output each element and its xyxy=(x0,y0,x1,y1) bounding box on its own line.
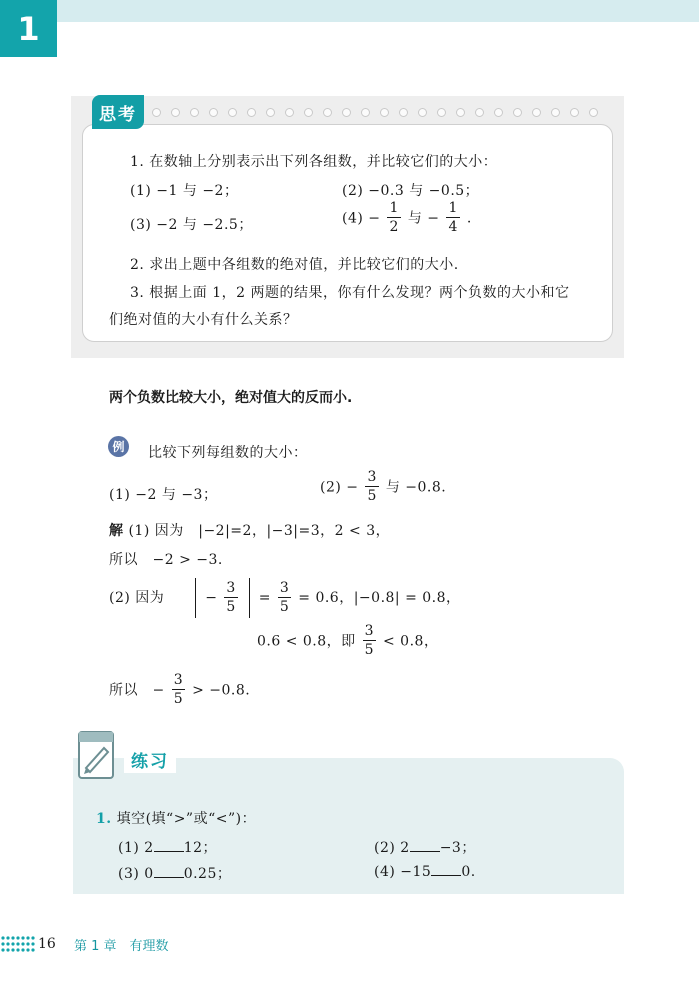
think-item-4-end: . xyxy=(466,210,472,227)
solution-label: 解 xyxy=(109,523,124,539)
ring-icon xyxy=(475,108,484,117)
ring-icon xyxy=(247,108,256,117)
ring-icon xyxy=(551,108,560,117)
think-item-2: (2) −0.3 与 −0.5； xyxy=(342,183,480,199)
solution-line-4-b: < 0.8， xyxy=(383,633,439,650)
top-banner xyxy=(0,0,699,22)
ring-icon xyxy=(209,108,218,117)
ring-icon xyxy=(494,108,503,117)
item-prefix: (1) 2 xyxy=(118,840,154,856)
think-item-1: (1) −1 与 −2； xyxy=(130,183,239,199)
absolute-value-bar xyxy=(249,578,250,618)
think-item-4-mid: 与 − xyxy=(407,210,440,227)
item-prefix: (2) 2 xyxy=(374,840,410,856)
item-suffix: −3； xyxy=(439,840,476,856)
fraction-numerator: 3 xyxy=(364,623,375,639)
practice-question-number: 1. xyxy=(96,811,112,827)
think-question-3-line-1: 3. 根据上面 1，2 两题的结果，你有什么发现？两个负数的大小和它 xyxy=(130,285,570,301)
solution-line-5-a: 所以 − xyxy=(109,682,165,699)
ring-icon xyxy=(570,108,579,117)
think-question-2: 2. 求出上题中各组数的绝对值，并比较它们的大小. xyxy=(130,257,459,273)
think-item-4-prefix: (4) − xyxy=(342,210,381,227)
solution-part-2-prefix: (2) 因为 xyxy=(109,590,165,606)
ring-icon xyxy=(418,108,427,117)
example-badge: 例 xyxy=(108,436,129,457)
rule-statement: 两个负数比较大小，绝对值大的反而小. xyxy=(109,390,353,406)
practice-question-text: 填空(填“>”或“<”)： xyxy=(116,811,257,827)
ring-icon xyxy=(361,108,370,117)
solution-line-2: 所以 −2 > −3. xyxy=(109,552,223,568)
fraction-numerator: 3 xyxy=(226,579,236,596)
answer-blank[interactable] xyxy=(410,839,440,852)
ring-icon xyxy=(456,108,465,117)
equals-sign: = xyxy=(258,590,271,606)
ring-icon xyxy=(171,108,180,117)
practice-item-2 xyxy=(374,837,476,857)
fraction xyxy=(446,201,459,234)
ring-icon xyxy=(304,108,313,117)
fraction-numerator: 3 xyxy=(173,672,184,688)
practice-item-3 xyxy=(118,863,231,883)
think-question-3-line-2: 们绝对值的大小有什么关系？ xyxy=(109,312,298,328)
solution-line-1 xyxy=(109,520,390,540)
example-part-2-suffix: 与 −0.8. xyxy=(385,479,447,496)
fraction xyxy=(387,201,400,234)
solution-line-3 xyxy=(109,578,461,618)
fraction-denominator: 5 xyxy=(226,598,236,615)
fraction-denominator: 5 xyxy=(367,488,377,504)
answer-blank[interactable] xyxy=(431,863,461,876)
ring-icon xyxy=(266,108,275,117)
item-prefix: (4) −15 xyxy=(374,864,432,880)
solution-line-5 xyxy=(109,674,250,707)
solution-line-4 xyxy=(257,625,438,658)
fraction-numerator: 1 xyxy=(448,200,458,216)
ring-icon xyxy=(437,108,446,117)
example-part-1: (1) −2 与 −3； xyxy=(109,487,218,503)
ring-icon xyxy=(342,108,351,117)
practice-label: 练习 xyxy=(124,745,176,773)
fraction-denominator: 5 xyxy=(173,691,184,707)
ring-icon xyxy=(513,108,522,117)
fraction xyxy=(363,624,376,657)
chapter-title: 第 1 章 有理数 xyxy=(74,939,169,954)
practice-item-4 xyxy=(374,863,476,880)
page-dots-icon xyxy=(0,934,36,954)
fraction-numerator: 1 xyxy=(389,200,399,216)
item-suffix: 0.25； xyxy=(183,866,232,882)
think-question-1: 1. 在数轴上分别表示出下列各组数，并比较它们的大小： xyxy=(130,154,498,170)
solution-line-4-a: 0.6 < 0.8，即 xyxy=(257,633,356,650)
practice-question-1 xyxy=(96,808,256,828)
fraction-denominator: 2 xyxy=(389,219,399,235)
item-suffix: 0. xyxy=(461,864,476,880)
ring-icon xyxy=(399,108,408,117)
solution-part-2-rest: = 0.6，|−0.8| = 0.8， xyxy=(298,590,461,606)
chapter-tab: 1 xyxy=(0,0,57,57)
fraction xyxy=(172,673,185,706)
ring-icon xyxy=(532,108,541,117)
think-item-4 xyxy=(342,202,472,235)
absolute-value-bar xyxy=(195,578,196,618)
think-label: 思考 xyxy=(92,95,144,129)
fraction-denominator: 5 xyxy=(364,642,375,658)
practice-item-1 xyxy=(118,837,217,857)
ring-icon xyxy=(285,108,294,117)
ring-icon xyxy=(589,108,598,117)
item-prefix: (3) 0 xyxy=(118,866,154,882)
fraction-denominator: 5 xyxy=(279,598,290,615)
notebook-pencil-icon xyxy=(76,726,118,782)
think-item-3: (3) −2 与 −2.5； xyxy=(130,217,253,233)
page-number: 16 xyxy=(38,936,56,952)
fraction xyxy=(365,470,378,503)
fraction xyxy=(278,581,291,614)
minus-sign: − xyxy=(205,590,218,606)
solution-line-5-b: > −0.8. xyxy=(192,682,251,699)
ring-icon xyxy=(380,108,389,117)
fraction-numerator: 3 xyxy=(367,469,377,485)
example-part-2-prefix: (2) − xyxy=(320,479,359,496)
solution-part-1: (1) 因为 |−2|=2，|−3|=3，2 < 3， xyxy=(128,523,391,539)
fraction xyxy=(224,581,237,614)
fraction-denominator: 4 xyxy=(448,219,458,235)
example-prompt: 比较下列每组数的大小： xyxy=(148,445,308,461)
ring-icon xyxy=(152,108,161,117)
answer-blank[interactable] xyxy=(154,839,184,852)
ring-icon xyxy=(190,108,199,117)
ring-icon xyxy=(228,108,237,117)
item-suffix: 12； xyxy=(183,840,218,856)
answer-blank[interactable] xyxy=(154,865,184,878)
ring-icon xyxy=(323,108,332,117)
fraction-numerator: 3 xyxy=(279,579,290,596)
example-part-2 xyxy=(320,471,446,504)
